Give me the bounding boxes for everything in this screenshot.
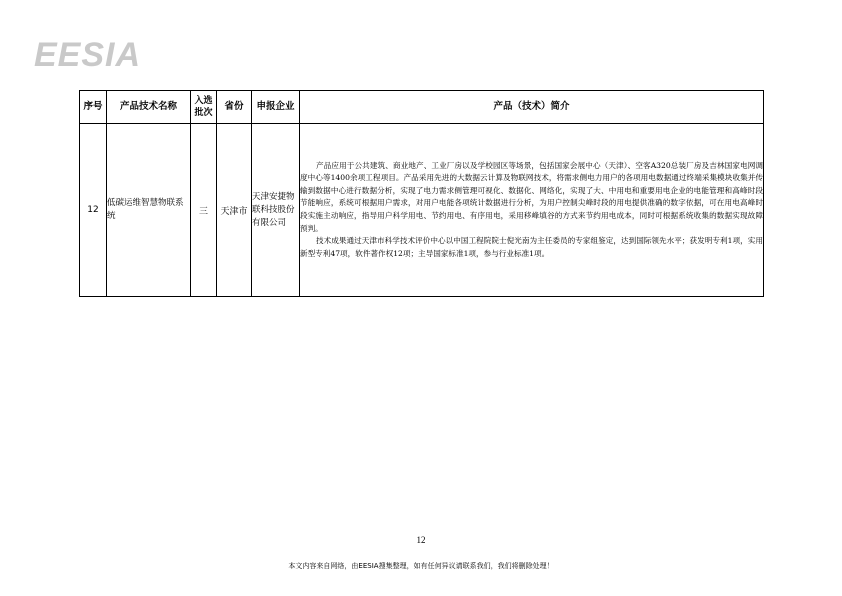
- header-province: 省份: [217, 91, 252, 124]
- intro-paragraph-application: 产品应用于公共建筑、商业地产、工业厂房以及学校园区等场景，包括国家会展中心（天津）、空客A320总装厂房及吉林国家电网调度中心等1400余项工程项目。产品采用先进的大数据云计算及物联网技术，将需求侧电力用户的各项用电数据通过终端采集模块收集并传输到数据中心进行数据分析，实现了电力需求侧管理可视化、数据化、网络化，实现了大、中用电和重要用电企业的电能管理和高峰时段节能响应，系统可根据用户需求，对用户电能各项统计数据进行分析，为用户控制尖峰时段的用电提供准确的数字依据，可在用电高峰时段实施主动响应，指导用户科学用电、节约用电、有序用电，采用移峰填谷的方式来节约用电成本，同时可根据系统收集的数据实现故障预判。: [300, 160, 763, 233]
- cell-company: 天津安捷物联科技股份有限公司: [252, 124, 300, 297]
- eesia-logo: EESIA: [34, 36, 142, 74]
- table-row: [80, 124, 764, 297]
- header-batch: 入选批次: [191, 91, 217, 124]
- header-product-name: 产品技术名称: [107, 91, 191, 124]
- footer-disclaimer: 本文内容来自网络，由EESIA搜集整理，如有任何异议请联系我们，我们将删除处理！: [288, 562, 554, 570]
- cell-province: 天津市: [217, 124, 252, 297]
- header-intro: 产品（技术）简介: [300, 91, 764, 124]
- table-header-row: [80, 91, 764, 124]
- cell-batch: 三: [191, 124, 217, 297]
- header-company: 申报企业: [252, 91, 300, 124]
- cell-product-name: 低碳运维智慧物联系统: [107, 124, 191, 297]
- page-number: 12: [416, 535, 426, 545]
- header-index: 序号: [80, 91, 107, 124]
- cell-intro: [300, 124, 764, 297]
- intro-paragraph-achievements: 技术成果通过天津市科学技术评价中心以中国工程院院士倪光南为主任委员的专家组鉴定，达到国际领先水平；获发明专利1项，实用新型专利47项，软件著作权12项；主导国家标准1项，参与行业标准1项。: [300, 236, 763, 258]
- product-table: [79, 90, 764, 297]
- cell-index: 12: [80, 124, 107, 297]
